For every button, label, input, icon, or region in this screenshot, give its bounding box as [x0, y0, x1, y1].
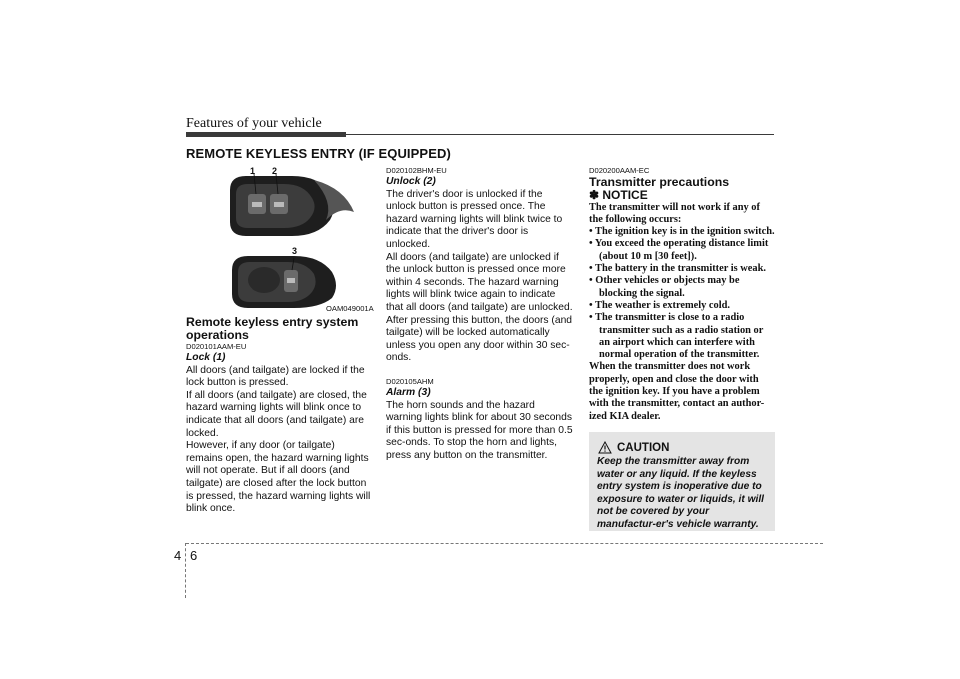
lock-paragraph-2: If all doors (and tailgate) are closed, the hazard warning lights will blink once to indicate that all doors (and tailgate) are locked. — [186, 389, 367, 439]
chapter-number: 4 — [174, 548, 182, 563]
lock-code: D020101AAM-EU — [186, 342, 247, 351]
unlock-code: D020102BHM-EU — [386, 166, 447, 175]
notice-title: ✽ NOTICE — [589, 188, 648, 202]
footer-divider — [185, 543, 186, 598]
transmitter-figure — [222, 166, 374, 310]
unlock-paragraph-2: All doors (and tailgate) are unlocked if the unlock button is pressed once more within 4 seconds. The hazard warning lights will blink twice again to indicate that all doors (and tailgate) are unlocked. — [386, 251, 573, 313]
transmitter-illustration — [222, 166, 374, 310]
caution-box — [589, 432, 775, 531]
alarm-paragraph-1: The horn sounds and the hazard warning lights blink for about 30 seconds if this button is pressed for more than 0.5 sec-onds. To stop the horn and lights, press any button on the transmitter. — [386, 399, 573, 461]
unlock-paragraph-3: After pressing this button, the doors (and tailgate) will be locked automatically unless you open any door within 30 sec-onds. — [386, 314, 573, 364]
notice-outro: When the transmitter does not work properly, open and close the door with the ignition key. If you have a problem with the transmitter, contact an author-ized KIA dealer. — [589, 361, 765, 422]
header-rule — [346, 134, 774, 135]
callout-1: 1 — [250, 166, 256, 176]
list-item: • You exceed the operating distance limit (about 10 m [30 feet]). — [589, 238, 769, 262]
list-item: • The battery in the transmitter is weak. — [589, 263, 766, 275]
caution-title: CAUTION — [617, 442, 670, 454]
callout-3: 3 — [292, 246, 298, 256]
section-title: REMOTE KEYLESS ENTRY (IF EQUIPPED) — [186, 146, 451, 161]
alarm-code: D020105AHM — [386, 376, 434, 386]
header-bar — [186, 132, 346, 137]
list-item: • The weather is extremely cold. — [589, 299, 730, 311]
lock-paragraph-1: All doors (and tailgate) are locked if the lock button is pressed. — [186, 364, 365, 389]
list-item: • The transmitter is close to a radio transmitter such as a radio station or an airport which can interfere with normal operation of the transmitter. — [589, 312, 764, 361]
page-number: 6 — [190, 548, 198, 563]
warning-triangle-icon — [598, 441, 612, 454]
caution-text: Keep the transmitter away from water or any liquid. If the keyless entry system is inoperative due to exposure to water or liquids, it will not be covered by your manufactur-er's vehicle warranty. — [597, 456, 764, 530]
column-1 — [186, 316, 373, 516]
notice-list — [589, 226, 775, 361]
figure-code: OAM049001A — [326, 304, 374, 313]
footer-rule — [186, 543, 823, 544]
notice-body — [589, 202, 775, 423]
operations-heading: Remote keyless entry system operations — [186, 315, 359, 342]
lock-subheading: Lock (1) — [186, 352, 226, 363]
list-item: • Other vehicles or objects may be blocking the signal. — [589, 275, 740, 299]
alarm-subheading: Alarm (3) — [386, 386, 431, 398]
callout-2: 2 — [272, 166, 278, 176]
list-item: • The ignition key is in the ignition switch. — [589, 226, 775, 238]
notice-intro: The transmitter will not work if any of the following occurs: — [589, 201, 760, 225]
lock-paragraph-3: However, if any door (or tailgate) remains open, the hazard warning lights will not operate. But if all doors (and tailgate) are closed after the lock button is pressed, the hazard warning lights will blink once. — [186, 440, 371, 515]
unlock-paragraph-1: The driver's door is unlocked if the unlock button is pressed once. The hazard warning lights will blink twice to indicate that the driver's door is unlocked. — [386, 188, 563, 250]
precautions-heading: Transmitter precautions — [589, 175, 730, 189]
column-2 — [386, 166, 573, 462]
running-header: Features of your vehicle — [186, 116, 322, 131]
column-3 — [589, 166, 775, 423]
precautions-code: D020200AAM-EC — [589, 166, 650, 175]
unlock-subheading: Unlock (2) — [386, 176, 436, 187]
